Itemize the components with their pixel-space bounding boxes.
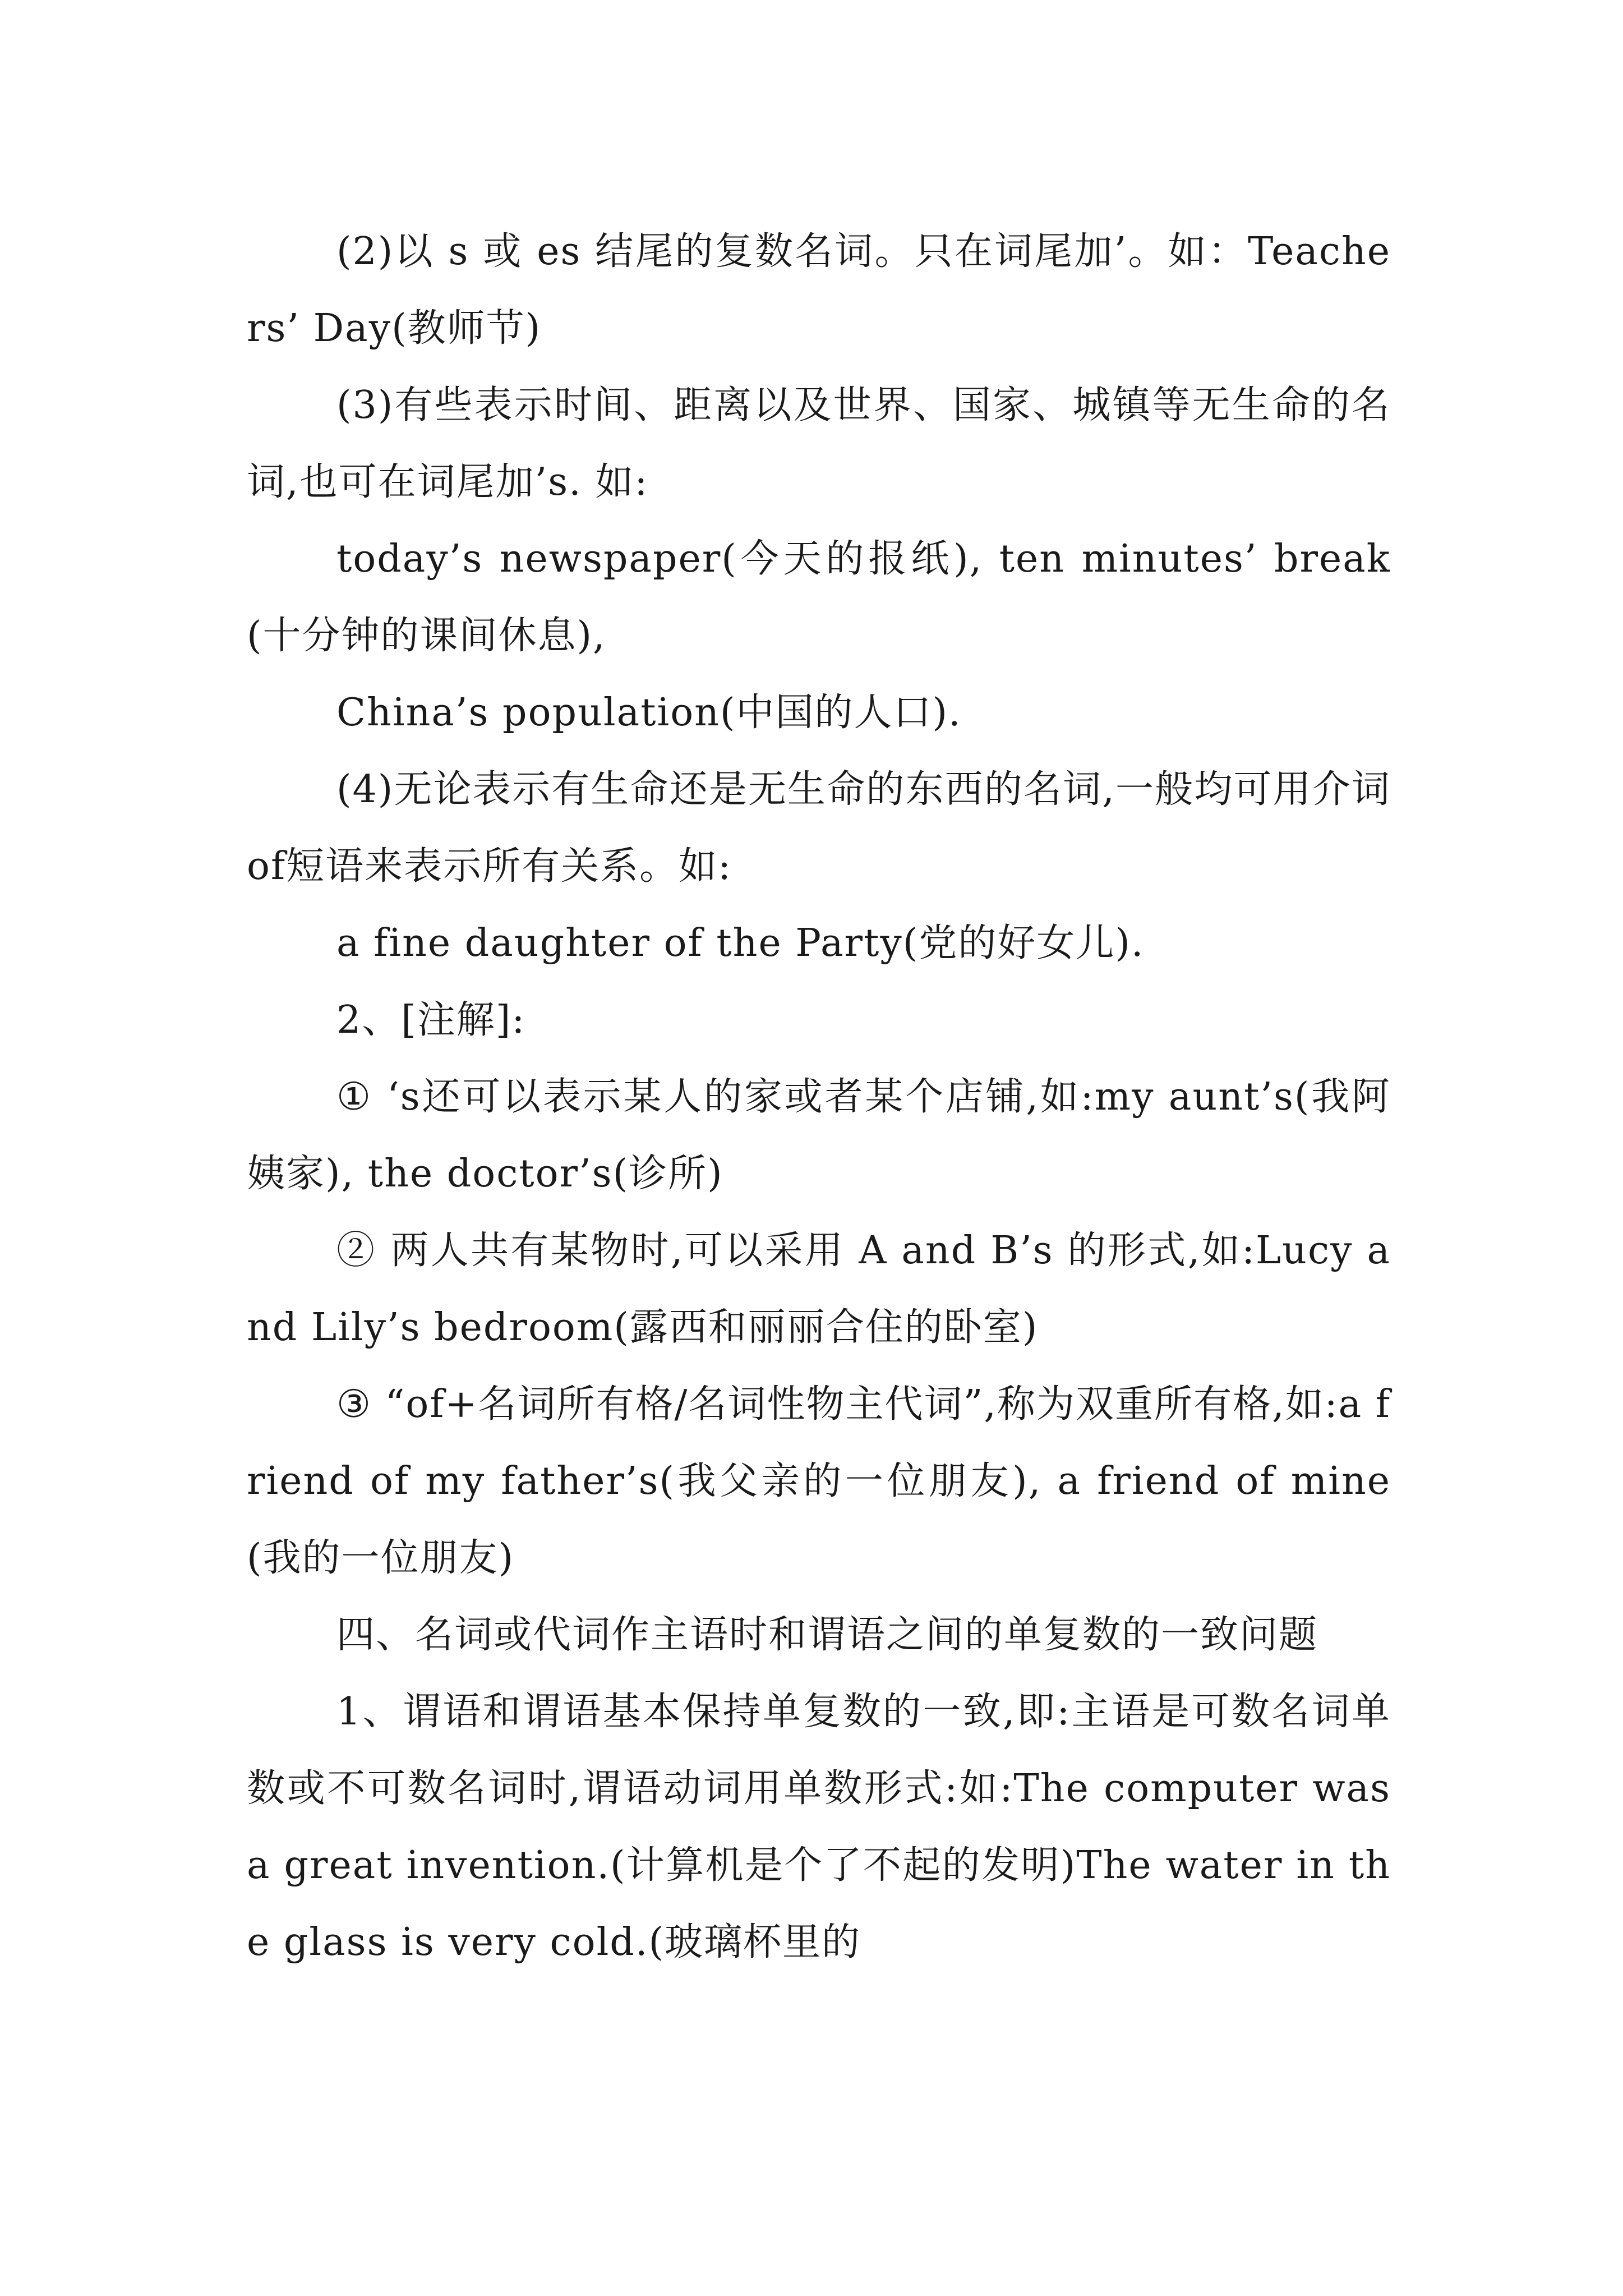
paragraph-party-example: a fine daughter of the Party(党的好女儿). [336, 921, 1145, 965]
paragraph-note-2: ② 两人共有某物时,可以采用 A and B’s 的形式,如:Lucy and Lily’s bedroom(露西和丽丽合住的卧室) [247, 1228, 1391, 1350]
section-heading-agreement: 四、名词或代词作主语时和谓语之间的单复数的一致问题 [336, 1613, 1318, 1657]
paragraph-note-1: ① ‘s还可以表示某人的家或者某个店铺,如:my aunt’s(我阿姨家), the doctor’s(诊所) [247, 1075, 1391, 1196]
document-body [247, 213, 1391, 1981]
paragraph-agreement-rule: 1、谓语和谓语基本保持单复数的一致,即:主语是可数名词单数或不可数名词时,谓语动词用单数形式:如:The computer was a great invention.(计算机是个了不起的发明)The water in the glass is very cold.(玻璃杯里的 [247, 1690, 1391, 1964]
paragraph-note-3: ③ “of+名词所有格/名词性物主代词”,称为双重所有格,如:a friend of my father’s(我父亲的一位朋友), a friend of mine(我的一位朋友) [247, 1382, 1391, 1580]
paragraph-time-examples: today’s newspaper(今天的报纸), ten minutes’ break(十分钟的课间休息), [247, 537, 1391, 658]
paragraph-plural-possessive: (2)以 s 或 es 结尾的复数名词。只在词尾加’。如：Teachers’ Day(教师节) [247, 229, 1391, 351]
paragraph-inanimate-nouns: (3)有些表示时间、距离以及世界、国家、城镇等无生命的名词,也可在词尾加’s. 如: [247, 383, 1391, 504]
paragraph-of-phrase: (4)无论表示有生命还是无生命的东西的名词,一般均可用介词of短语来表示所有关系。如: [247, 767, 1391, 889]
paragraph-china-example: China’s population(中国的人口). [336, 691, 962, 735]
paragraph-notes-heading: 2、[注解]: [336, 998, 526, 1042]
